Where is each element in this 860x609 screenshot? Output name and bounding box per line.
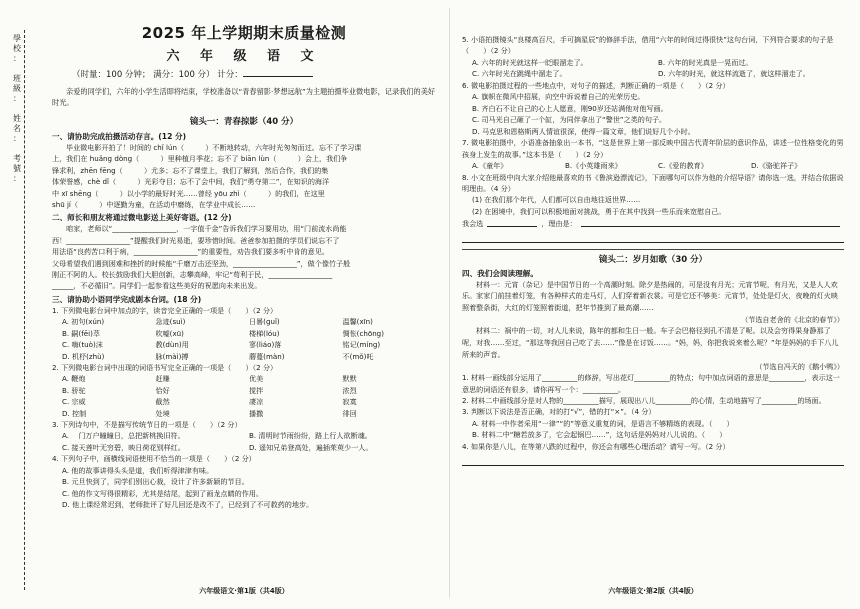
section-banner-1: 镜头一：青春掠影（40 分） bbox=[189, 117, 299, 127]
option-row: A. 门万户瞳瞳日，总把新桃换旧符。 B. 清明时节雨纷纷，路上行人欲断魂。 bbox=[62, 431, 372, 441]
option-b: B. 齐白石不让自己的心上人愿意，刚90岁还站满他对他写画。 bbox=[472, 103, 668, 113]
section-heading-4: 四、我们会阅读理解。 bbox=[462, 268, 538, 278]
pinyin-line: 上，我们在 huǎng dòng（ ）里种植月季花；忘不了 biān lùn（ ）会上，我们争 bbox=[52, 154, 348, 164]
option-a: A. 他的故事讲得头头是道，我们听得津津有味。 bbox=[62, 465, 214, 475]
question-11: 3. 判断以下说法是否正确，对的打“√”，错的打“×”。（4 分） bbox=[462, 407, 656, 417]
page-1 bbox=[52, 0, 436, 609]
pinyin-line: 中 xī shēng（ ）以小学的最好时光……曾经 yōu zhì（ ）的我们，在这里 bbox=[52, 188, 325, 198]
question-5: 5. 小语拍摄镜头“良楼高百尺，手可摘星辰”的修辞手法，借用“六年的时间过得很快”这句台词，下列符合要求的句子是（ ）（2 分） bbox=[462, 35, 834, 56]
option-2: (2) 在困境中，我们可以积极地面对挑战，勇于在其中找到一些乐而来宽慰自己。 bbox=[472, 207, 726, 217]
fill-line: 刚正不阿的人。校长鼓励我们大胆创新，志攀高峰，牢记“苟利于民，__________________ bbox=[52, 270, 333, 280]
answer-blank-line bbox=[462, 455, 844, 466]
option-row: C. 嗨(tuò)沫 教(dùn)用 寥(liáo)落 铭记(míng) bbox=[62, 340, 381, 350]
question-1: 1. 下列微电影台词中加点的字，读音完全正确的一项是（ ）（2 分） bbox=[52, 305, 278, 315]
pinyin-line: 体荣誉感，chè dǐ（ ）光彩夺目；忘不了会中间，我们“勇夺第二”，在知识的海洋 bbox=[52, 177, 330, 187]
fill-line: 父母希望我们遇到困难和挫折的时候能“千磨万击还坚劲，__________________”，做个像竹子般 bbox=[52, 258, 351, 268]
question-8: 8. 小文在班级中向大家介绍他最喜欢的书《鲁滨逊漂流记》，下面哪句可以作为他的介绍导语？请你选一选，并结合依据说明理由。（4 分） bbox=[462, 172, 844, 194]
question-4: 4. 下列句子中，画横线词语使用不恰当的一项是（ ）（2 分） bbox=[52, 454, 256, 464]
binding-char: 姓 bbox=[13, 114, 21, 123]
answer-line: 我会选 ，理由是： bbox=[462, 218, 844, 229]
option-row: A. 六年的时光就这样一眨眼溜走了。 B. 六年的时光真是一晃而过。 bbox=[472, 57, 753, 67]
section-heading-3: 三、请协助小语同学完成剧本台词。(18 分) bbox=[52, 294, 202, 304]
material-2: 材料二：祸中的一切，对人儿来说，陈年的都和生日一般。车子会巴格径到孔不清是了呢。以及会穷得果身静那了呢，对我……至过，“那这等我回自己吃了去……”像是在讨饭……。“妈，妈，你把我说来着么呢？”年是妈妈的手下八儿所来的声音。 bbox=[462, 326, 839, 360]
page-footer-1: 六年级语文·第1版（共4版） bbox=[199, 587, 289, 595]
score-blank bbox=[243, 76, 313, 77]
intro-text: 亲爱的同学们，六年的小学生活即将结束，学校准备以“青春留影·梦想远航”为主题拍摄毕业微电影，记录我们的美好时光。 bbox=[52, 87, 436, 107]
option-row: C. 宗威 截然 凄凉 寂寞 bbox=[62, 397, 357, 407]
answer-blank-line bbox=[462, 232, 844, 243]
binding-char: ： bbox=[13, 94, 21, 103]
pinyin-line: shū jí（ ）中逐勤为童，在活动中磨练，在学业中成长…… bbox=[52, 200, 256, 210]
pinyin-line: 毕业微电影开拍了！时间的 chǐ lún（ ）不断地转动，六年时光匆匆而过。忘不了学习课 bbox=[66, 143, 362, 152]
question-9: 1. 材料一画线部分运用了__________的修辞，写出花灯__________的特点；句中加点词语的意思是__________，表示这一意思的词语还有很多，请你再写一个：__________。 bbox=[462, 373, 840, 394]
exam-subtitle: 六 年 级 语 文 bbox=[166, 49, 322, 64]
fill-line: 用法语“良药苦口利于病，__________________”的重要性，劝告我们要多听中肯的意见。 bbox=[52, 247, 329, 257]
fill-line: 西！__________________”提醒我们时光易逝，要珍惜时间。爸爸参加拍摄的学员们说忘不了 bbox=[52, 235, 340, 245]
option-row: D. 机杼(zhù) 脉(mài)搏 蘑蔓(màn) 不(mǒ)吒 bbox=[62, 351, 374, 361]
page-footer-2: 六年级语文·第2版（共4版） bbox=[608, 587, 698, 595]
option-row: B. 骄驼 恰好 搅拌 浓烈 bbox=[62, 385, 357, 395]
option-c: C. 司马光自己砸了一个缸，为同伴拿出了“警世”之类的句子。 bbox=[472, 115, 667, 125]
question-2: 2. 下列微电影台词中出现的词语书写完全正确的一项是（ ）（2 分） bbox=[52, 362, 278, 372]
page-gutter bbox=[449, 8, 450, 598]
binding-char: 號 bbox=[13, 164, 21, 173]
binding-char: 級 bbox=[13, 84, 21, 93]
binding-char: 校 bbox=[13, 44, 21, 53]
page-2 bbox=[462, 0, 844, 609]
question-10: 2. 材料二中画线部分是对人物的__________描写，展现出八儿__________的心情，生动地描写了__________的场面。 bbox=[462, 396, 826, 406]
option-d: D. 他上课经常迟到，老师批评了好几回还是改不了，已经到了不可救药的地步。 bbox=[62, 500, 314, 510]
option-row: D. 控制 处境 播撒 徘回 bbox=[62, 408, 357, 418]
binding-char: ： bbox=[13, 174, 21, 183]
question-12: 4. 如果你是八儿，在等第八跌的过程中，你还会有哪些心理活动？请写一写。（2 分） bbox=[462, 442, 730, 452]
option-row: A. 鞭炮 赶赚 优美 默默 bbox=[62, 374, 357, 384]
section-banner-2: 镜头二：岁月如歌（30 分） bbox=[598, 254, 708, 265]
exam-title: 2025 年上学期期末质量检测 bbox=[141, 24, 347, 42]
material-2-source: （节选自冯天的《鹅小鸭》） bbox=[755, 361, 844, 371]
option-b: B. 材料二中“糖若放多了，它会起锅巴……”，这句话是妈妈对八儿说的。（ ） bbox=[472, 430, 727, 440]
question-6: 6. 微电影拍摄过程的一些地点中，对句子的描述，判断正确的一项是（ ）（2 分） bbox=[462, 80, 730, 90]
exam-meta: （时量：100 分钟； 满分：100 分） 计分： bbox=[72, 68, 436, 80]
question-3: 3. 下列诗句中，不是描写传统节日的一项是（ ）（2 分） bbox=[52, 419, 242, 429]
binding-char: 名 bbox=[13, 124, 21, 133]
option-a: A. 材料一中作者采用“一律”“的”等意义重复的词，是语言不够精练的表现。（ ） bbox=[472, 418, 734, 428]
question-7: 7. 微电影拍摄中，小语准备抽象出一本书，“这是世界上第一部反映中国古代青年阶层的意识作品，讲述一位性格变化的男孩身上发生的故事。”这本书是（ ）（2 分） bbox=[462, 138, 844, 159]
binding-line bbox=[24, 30, 25, 590]
section-divider bbox=[462, 249, 844, 250]
option-b: B. 元旦快到了，同学们别出心裁，设计了许多新颖的节目。 bbox=[62, 477, 249, 487]
option-row: B. 嗣(fēi)萃 吹嘘(xū) 楼梯(lóu) 惆怅(chōng) bbox=[62, 328, 384, 338]
option-row: C. 六年时光在跳绳中溜走了。 D. 六年的时光，就这样流逝了，就这样溜走了。 bbox=[472, 69, 810, 79]
binding-char: ： bbox=[13, 54, 21, 63]
binding-strip bbox=[0, 0, 40, 609]
option-row: A. 初句(xún) 急迹(suì) 日晷(guǐ) 温馨(xīn) bbox=[62, 317, 373, 327]
option-d: D. 马克思和恩格斯两人情谊很深，使得一篇文章，他们说好几个小时。 bbox=[472, 126, 695, 136]
material-1-source: （节选自老舍的《北京的春节》） bbox=[741, 315, 844, 325]
binding-char: 學 bbox=[13, 34, 21, 43]
material-1: 材料一：元宵（杂记）是中国节日的一个高潮时刻。除夕是热闹的，可是没有月光；元宵节呢，有月光，又是人人欢乐。家家门前挂着灯笼，有各种样式的走马灯，人们穿着新衣裳。可是它还不够美：元宵节，处处是灯火，夜晚的灯火映照着整条街，大红的灯笼照着街道，把年节推到了最高潮…… bbox=[462, 279, 838, 313]
option-c: C. 他的作文写得很精彩，尤其是结尾，起到了画龙点睛的作用。 bbox=[62, 488, 263, 498]
fill-line: 咱家，老师以“__________________，一字值千金”告诉我们学习要用功，用“门前流水尚能 bbox=[66, 224, 347, 234]
section-heading-1: 一、请协助完成拍摄活动存言。(12 分) bbox=[52, 132, 187, 141]
option-row: C. 接天莲叶无穷碧，映日荷花别样红。 D. 遥知兄弟登高处，遍插茱萸少一人。 bbox=[62, 442, 373, 452]
top-margin bbox=[462, 0, 844, 34]
binding-char: 考 bbox=[13, 154, 21, 163]
option-row: A.《童年》 B.《小英雄雨来》 C.《爱的教育》 D.《骆驼祥子》 bbox=[472, 161, 802, 171]
pinyin-line: 锋求利，zhēn fēng（ ）尤多；忘不了课堂上，我们了解到，然后合作，我们的集 bbox=[52, 165, 329, 175]
option-a: A. 旗帜在微风中招展，向空中诉说着自己的光荣历史。 bbox=[472, 92, 645, 102]
binding-char: 班 bbox=[13, 74, 21, 83]
option-1: (1) 在我们那个年代，人们都可以自由地往返世界…… bbox=[472, 195, 641, 205]
binding-char: ： bbox=[13, 134, 21, 143]
fill-line: ______，不必循旧”。同学们一起参看这些美好的祝愿向未来出发。 bbox=[52, 281, 262, 291]
section-heading-2: 二、师长和朋友将通过微电影送上美好寄语。(12 分) bbox=[52, 213, 232, 223]
